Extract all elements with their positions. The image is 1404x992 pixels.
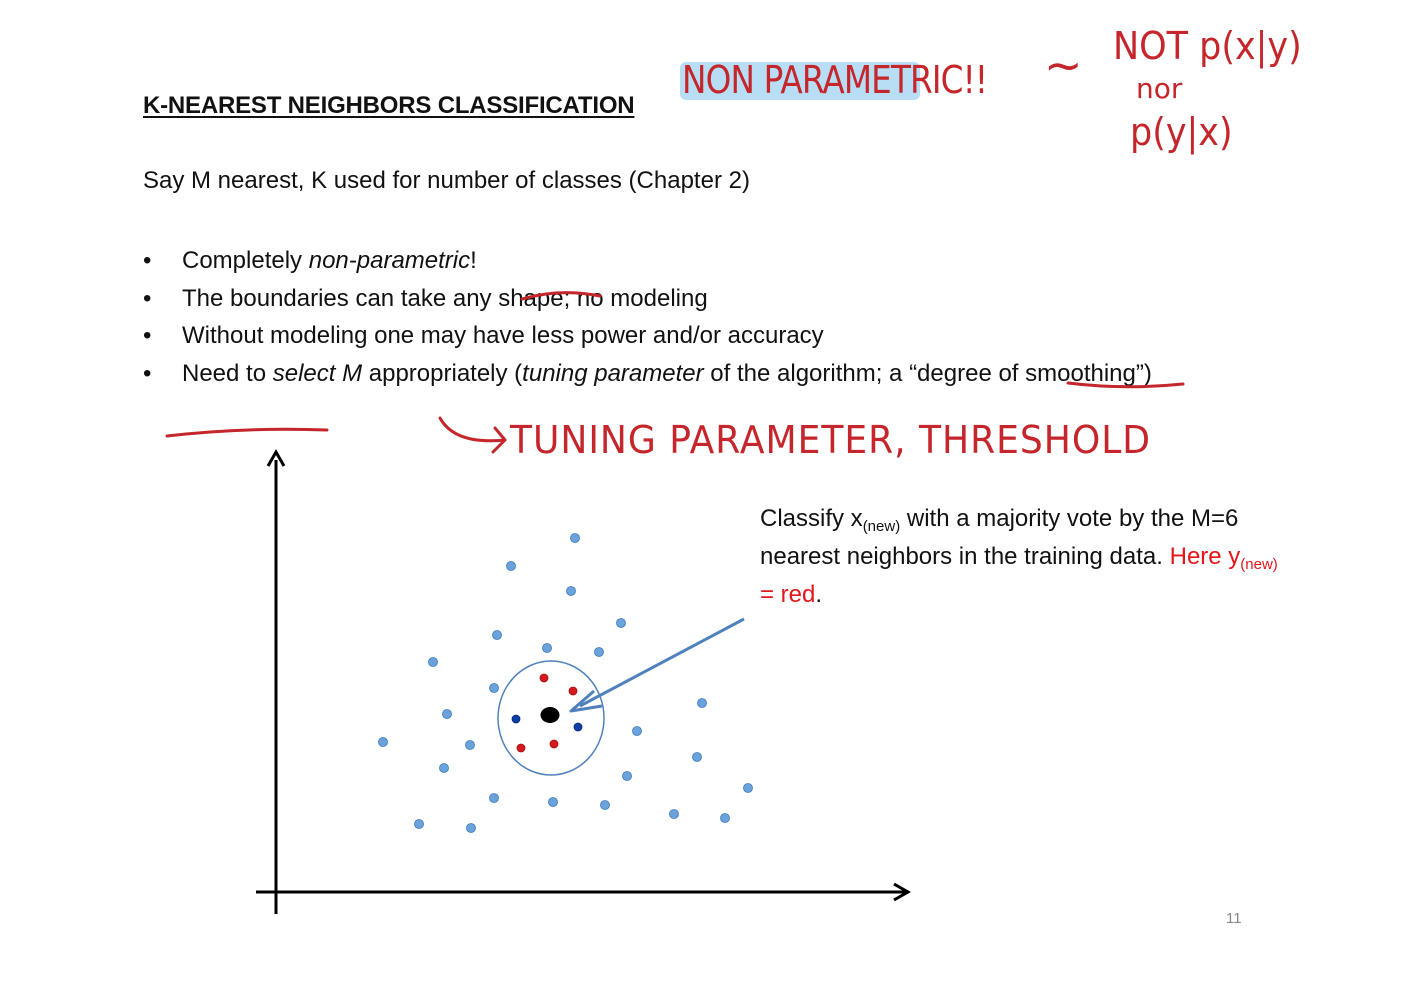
bullet-run: non-parametric (308, 247, 471, 274)
smoothing-underline (167, 429, 327, 436)
bullet-run: Need to (182, 359, 273, 387)
point-light-blue (467, 824, 476, 833)
caption-result-text: = red (760, 581, 816, 608)
point-red (540, 674, 548, 682)
annotation-non-parametric: NON PARAMETRIC!! (682, 58, 988, 102)
point-light-blue (440, 764, 449, 773)
point-light-blue (633, 727, 642, 736)
point-light-blue (601, 801, 610, 810)
point-navy (512, 715, 520, 723)
point-light-blue (379, 738, 388, 747)
point-red (550, 740, 558, 748)
point-light-blue (567, 587, 576, 596)
point-light-blue (429, 658, 438, 667)
point-light-blue (698, 699, 707, 708)
point-light-blue (443, 710, 452, 719)
point-light-blue (549, 798, 558, 807)
point-light-blue (415, 820, 424, 829)
annotation-nor: nor (1136, 72, 1183, 105)
point-light-blue (623, 772, 632, 781)
point-light-blue (670, 810, 679, 819)
point-light-blue (617, 619, 626, 628)
point-light-blue (693, 753, 702, 762)
scatter-points (379, 534, 753, 833)
annotation-tilde: ~ (1044, 38, 1083, 92)
point-light-blue (490, 684, 499, 693)
point-light-blue (507, 562, 516, 571)
slide-title: K-NEAREST NEIGHBORS CLASSIFICATION (143, 92, 635, 119)
shape-underline (522, 293, 600, 299)
point-light-blue (543, 644, 552, 653)
point-light-blue (744, 784, 753, 793)
point-light-blue (490, 794, 499, 803)
caption-result-text: Here y (1169, 543, 1241, 570)
annotation-not-p-x-given-y: NOT p(x|y) (1113, 24, 1302, 68)
point-red (569, 687, 577, 695)
caption-result-subscript: (new) (1240, 556, 1278, 573)
bullet-run: select M (272, 359, 363, 387)
pointer-arrow (580, 619, 744, 706)
degree-underline (1068, 383, 1183, 387)
annotation-p-y-given-x: p(y|x) (1130, 110, 1233, 154)
point-light-blue (466, 741, 475, 750)
bullet-run: Without modeling one may have less power and/or accuracy (182, 322, 824, 349)
bullet-run: The boundaries can take any shape; no modeling (182, 284, 708, 312)
caption-text: with a majority vote by the M=6 nearest neighbors in the training data. (760, 505, 1239, 570)
point-red (517, 744, 525, 752)
bullet-run: ! (470, 247, 477, 274)
point-light-blue (493, 631, 502, 640)
point-light-blue (721, 814, 730, 823)
bullet-run: Completely (182, 247, 309, 274)
point-light-blue (595, 648, 604, 657)
caption-subscript: (new) (862, 518, 901, 535)
point-navy (574, 723, 582, 731)
query-point (541, 707, 560, 723)
point-light-blue (571, 534, 580, 543)
intro-text: Say M nearest, K used for number of classes (Chapter 2) (143, 167, 750, 194)
caption-text: . (815, 581, 823, 608)
tuning-arrow (440, 418, 505, 452)
page-number: 11 (1226, 910, 1242, 927)
bullet-run: appropriately ( (362, 359, 523, 387)
annotation-tuning-parameter: TUNING PARAMETER, THRESHOLD (510, 418, 1152, 462)
caption-text: Classify x (760, 505, 863, 532)
bullet-run: of the algorithm; a “degree of smoothing”) (703, 359, 1152, 387)
bullet-run: tuning parameter (522, 359, 704, 387)
